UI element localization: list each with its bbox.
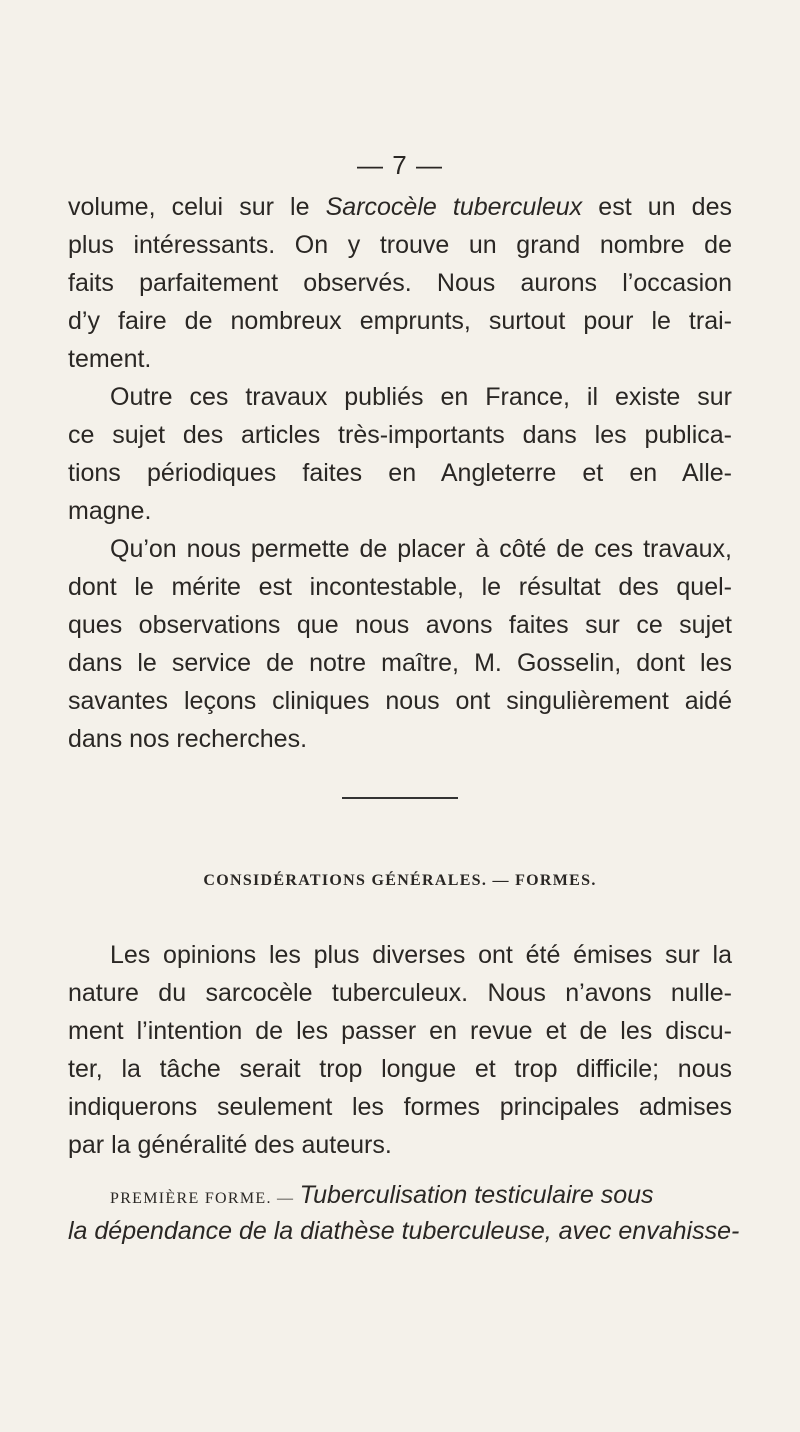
- section-divider: [342, 797, 458, 799]
- text-span: est un des: [582, 193, 732, 221]
- text-line: ce sujet des articles très-importants dans les publica-: [68, 421, 732, 449]
- text-line: dans le service de notre maître, M. Gosselin, dont les: [68, 649, 732, 677]
- text-line: tions périodiques faites en Angleterre et en Alle-: [68, 459, 732, 487]
- text-line: par la généralité des auteurs.: [68, 1131, 392, 1159]
- text-line: [110, 1178, 654, 1216]
- text-line: [68, 190, 732, 224]
- section-heading: CONSIDÉRATIONS GÉNÉRALES. — FORMES.: [203, 872, 597, 889]
- text-line: plus intéressants. On y trouve un grand nombre de: [68, 231, 732, 259]
- text-line: dans nos recherches.: [68, 725, 308, 753]
- text-line: Les opinions les plus diverses ont été émises sur la: [110, 941, 732, 969]
- text-line: ques observations que nous avons faites sur ce sujet: [68, 611, 732, 639]
- page-number: — 7 —: [357, 150, 443, 180]
- text-line: d’y faire de nombreux emprunts, surtout pour le trai-: [68, 307, 732, 335]
- text-line: Outre ces travaux publiés en France, il existe sur: [110, 383, 732, 411]
- text-line: tement.: [68, 345, 152, 373]
- text-line: Qu’on nous permette de placer à côté de ces travaux,: [110, 535, 732, 563]
- text-line: nature du sarcocèle tuberculeux. Nous n’avons nulle-: [68, 979, 732, 1007]
- text-line: indiquerons seulement les formes principales admises: [68, 1093, 732, 1121]
- text-line: ter, la tâche serait trop longue et trop difficile; nous: [68, 1055, 732, 1083]
- text-line: savantes leçons cliniques nous ont singulièrement aidé: [68, 687, 732, 715]
- forme-label: PREMIÈRE FORME. —: [110, 1190, 300, 1207]
- forme-title: Tuberculisation testiculaire sous: [299, 1181, 654, 1209]
- text-line: la dépendance de la diathèse tuberculeuse, avec envahisse-: [68, 1217, 740, 1245]
- text-line: magne.: [68, 497, 152, 525]
- text-line: dont le mérite est incontestable, le résultat des quel-: [68, 573, 732, 601]
- book-title: Sarcocèle tuberculeux: [325, 193, 583, 221]
- text-line: ment l’intention de les passer en revue et de les discu-: [68, 1017, 732, 1045]
- text-span: volume, celui sur le: [68, 193, 326, 221]
- text-line: faits parfaitement observés. Nous aurons l’occasion: [68, 269, 732, 297]
